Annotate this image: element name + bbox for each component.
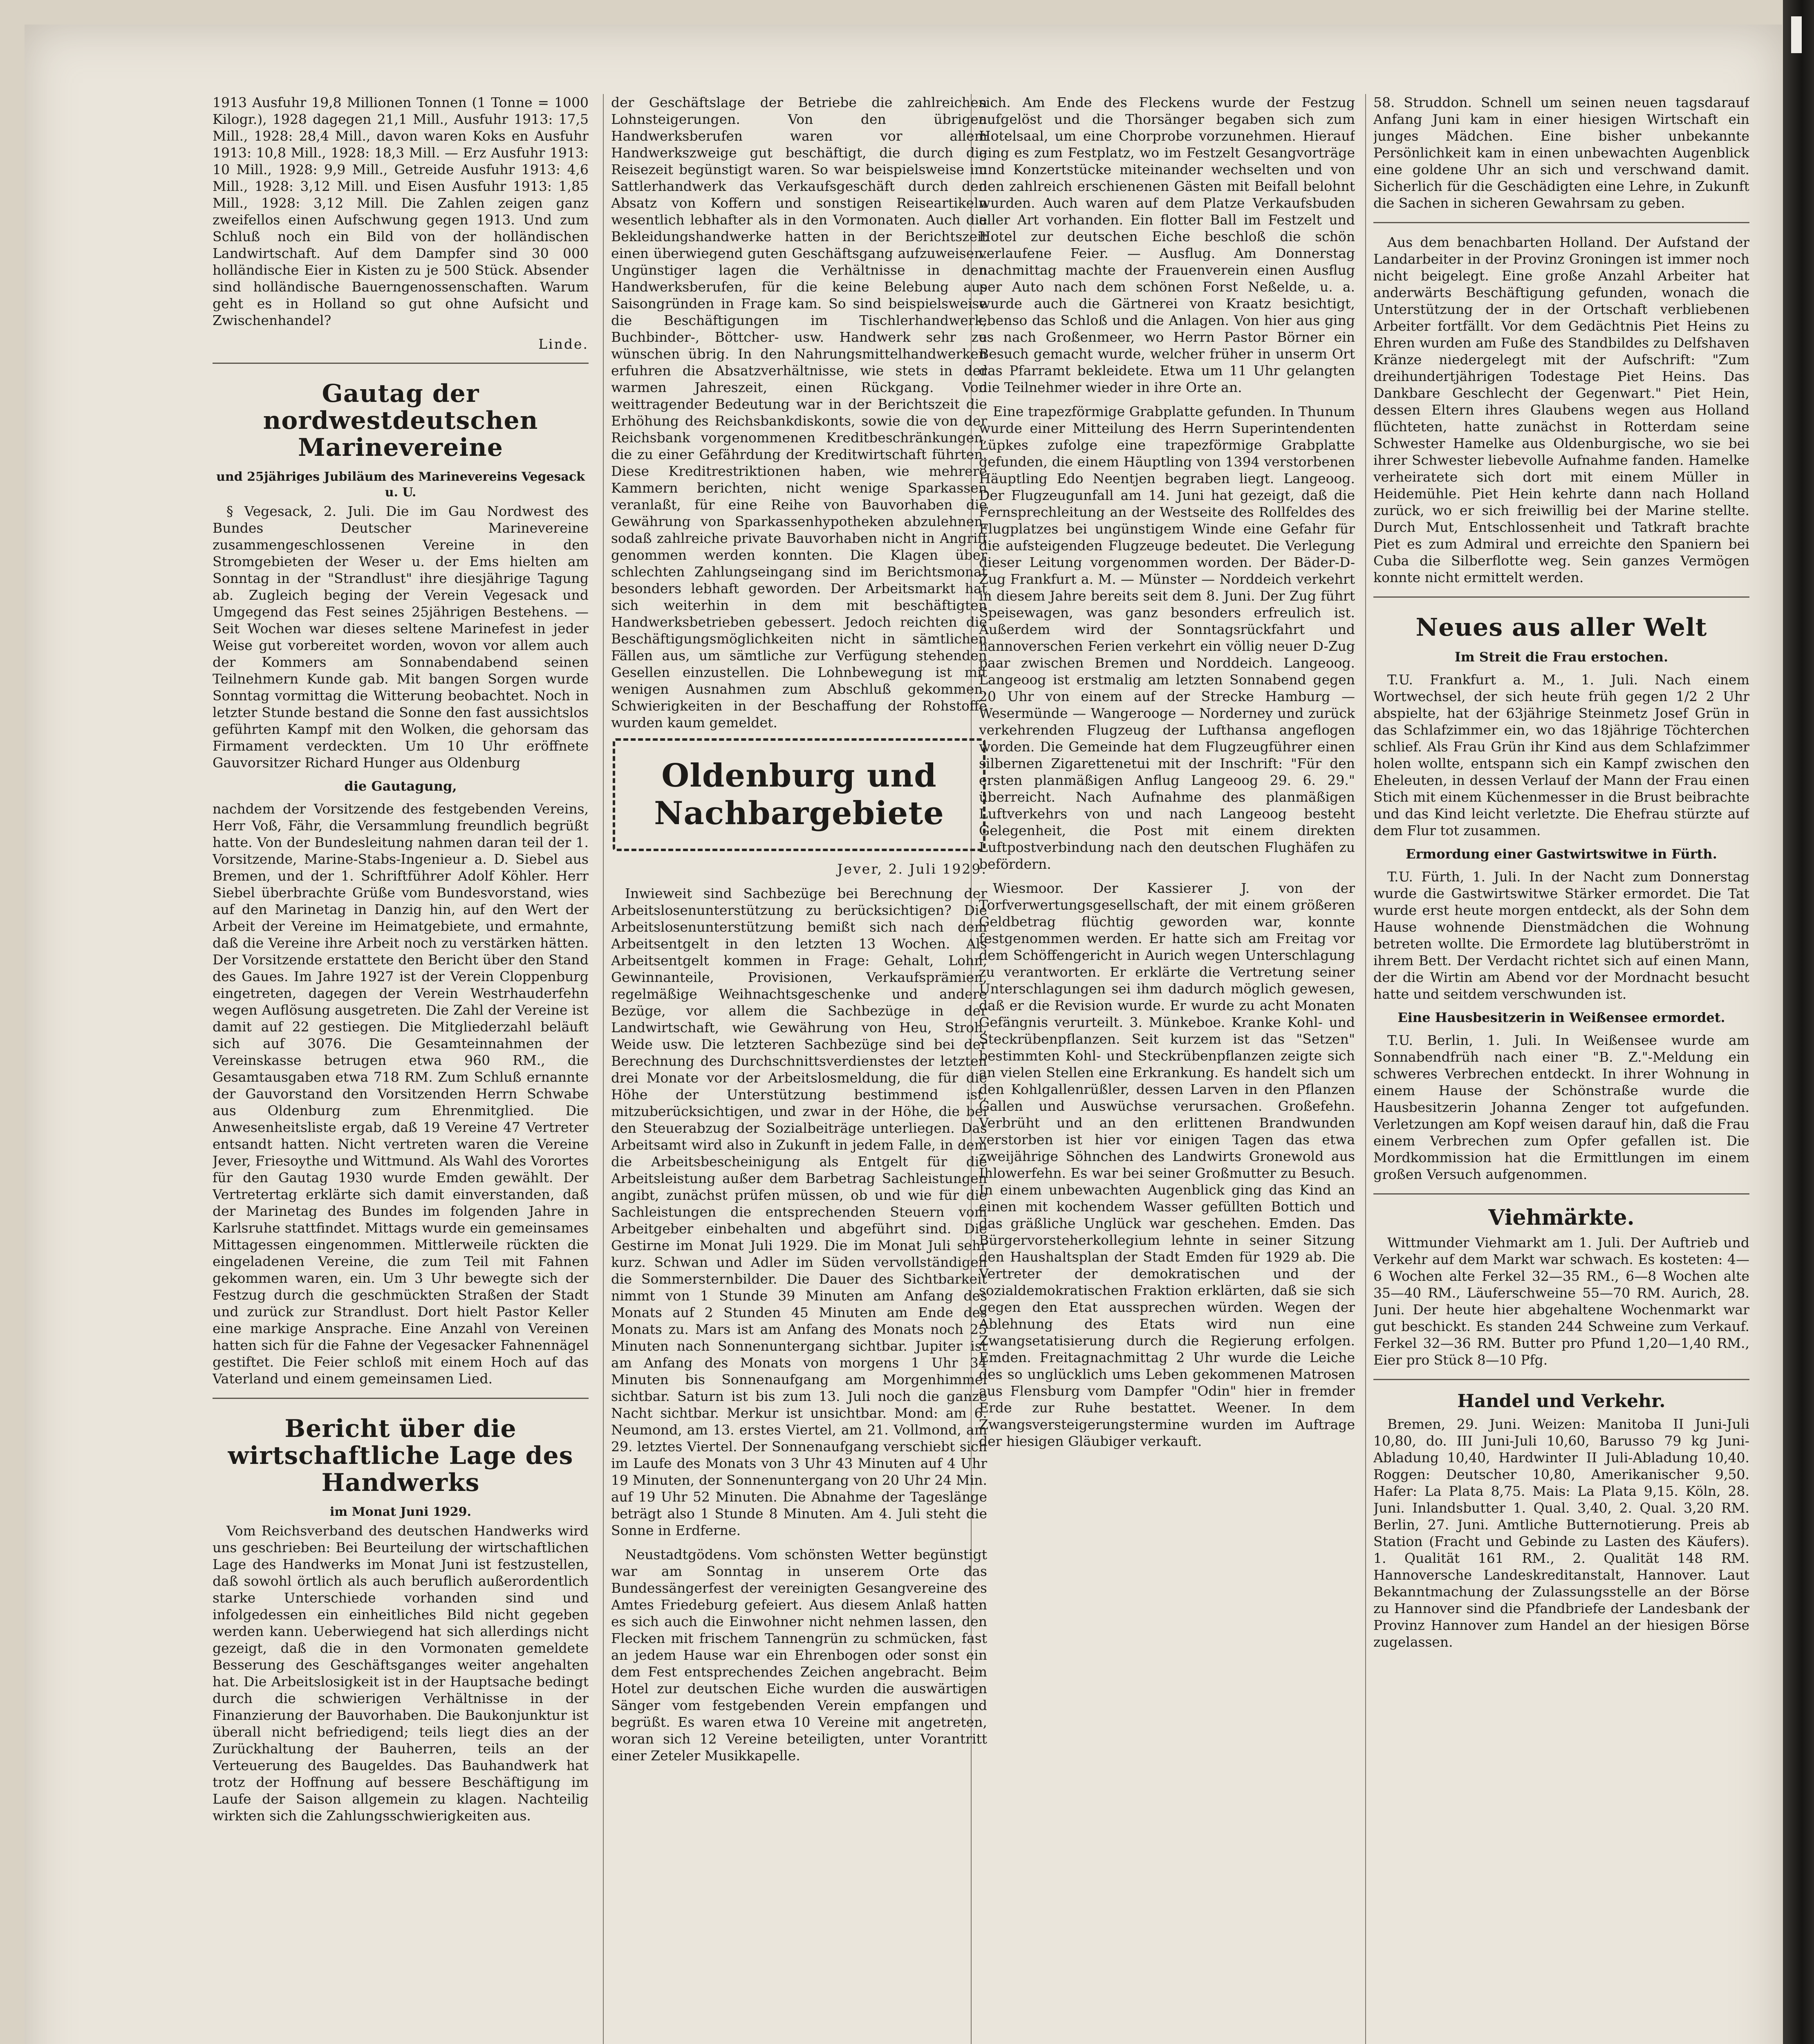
column-rule	[603, 94, 604, 2044]
article-text: Wittmunder Viehmarkt am 1. Juli. Der Auftrieb und Verkehr auf dem Markt war schwach. Es kosteten: 4—6 Wochen alte Ferkel 32—35 RM., 6—8 Wochen alte 35—40 RM., Läuferschweine 55—70 RM. Aurich, 28. Juni. Der heute hier abgehaltene Wochenmarkt war gut beschickt. Es standen 244 Schweine zum Verkauf. Ferkel 32—36 RM. Butter pro Pfund 1,20—1,40 RM., Eier pro Stück 8—10 Pfg.	[1373, 1235, 1749, 1368]
section-title: Handel und Verkehr.	[1457, 1391, 1666, 1412]
article-text: Vom Reichsverband des deutschen Handwerks wird uns geschrieben: Bei Beurteilung der wirtschaftlichen Lage des Handwerks im Monat Juni ist festzustellen, daß sowohl örtlich als auch beruflich außerordentlich starke Unterschiede vorhanden sind und infolgedessen ein einheitliches Bild nicht gegeben werden kann. Ueberwiegend hat sich allerdings nicht gezeigt, daß die in den Vormonaten gemeldete Besserung des Geschäftsganges weiter angehalten hat. Die Arbeitslosigkeit ist in der Hauptsache bedingt durch die schwierigen Verhältnisse in der Finanzierung der Bauvorhaben. Die Baukonjunktur ist überall nicht befriedigend; teils liegt dies an der Zurückhaltung der Bauherren, teils an der Verteuerung des Baugeldes. Das Bauhandwerk hat trotz der Hoffnung auf bessere Beschäftigung im Laufe der Saison allgemein zu klagen. Nachteilig wirkten sich die Zahlungsschwierigkeiten aus.	[213, 1523, 589, 1824]
divider	[1373, 1193, 1749, 1195]
binder-tag	[1791, 16, 1802, 53]
column-3	[979, 94, 1355, 2044]
column-1	[213, 94, 589, 2044]
article-subheadline: Eine Hausbesitzerin in Weißensee ermordet.	[1397, 1010, 1725, 1025]
section-title: Viehmärkte.	[1488, 1205, 1635, 1230]
divider	[1373, 1379, 1749, 1380]
article-text: Wiesmoor. Der Kassierer J. von der Torfverwertungsgesellschaft, der mit einem größeren Geldbetrag flüchtig geworden war, konnte festgenommen werden. Er hatte sich am Freitag vor dem Schöffengericht in Aurich wegen Unterschlagung zu verantworten. Er erklärte die Vertretung seiner Unterschlagungen sei ihm dadurch möglich gewesen, daß er die Revision wurde. Er wurde zu acht Monaten Gefängnis verurteilt. 3. Münkeboe. Kranke Kohl- und Steckrübenpflanzen. Seit kurzem ist das "Setzen" bestimmten Kohl- und Steckrübenpflanzen zeigte sich an vielen Stellen eine Erkrankung. Es handelt sich um den Kohlgallenrüßler, dessen Larven in den Pflanzen Gallen und Auswüchse verursachen. Großefehn. Verbrüht und an den erlittenen Brandwunden verstorben ist hier vor einigen Tagen das etwa zweijährige Söhnchen des Landwirts Gronewold aus Ihlowerfehn. Es war bei seiner Großmutter zu Besuch. In einem unbewachten Augenblick ging das Kind an einen mit kochendem Wasser gefüllten Bottich und das gräßliche Unglück war geschehen. Emden. Das Bürgervorsteherkollegium lehnte in seiner Sitzung den Haushaltsplan der Stadt Emden für 1929 ab. Die Vertreter der demokratischen und der sozialdemokratischen Fraktion erklärten, daß sie sich gegen den Etat aussprechen würden. Wegen der Ablehnung des Etats wird nun eine Zwangsetatisierung durch die Regierung erfolgen. Emden. Freitagnachmittag 2 Uhr wurde die Leiche des so unglücklich ums Leben gekommenen Matrosen aus Flensburg vom Dampfer "Odin" hier in fremder Erde zur Ruhe bestattet. Weener. In dem Zwangsversteigerungstermine wurden im Auftrage der hiesigen Gläubiger verkauft.	[979, 880, 1355, 1449]
article-text: sich. Am Ende des Fleckens wurde der Festzug aufgelöst und die Thorsänger begaben sich zum Hotelsaal, um eine Chorprobe vorzunehmen. Hierauf ging es zum Festplatz, wo im Festzelt Gesangvorträge und Konzertstücke miteinander wechselten und von den zahlreich erschienenen Gästen mit Beifall belohnt wurden. Auch waren auf dem Platze Verkaufsbuden aller Art vorhanden. Ein flotter Ball im Festzelt und Hotel zur deutschen Eiche beschloß die schön verlaufene Feier. — Ausflug. Am Donnerstag nachmittag machte der Frauenverein einen Ausflug per Auto nach dem schönen Forst Neßelde, u. a. wurde auch die Gärtnerei von Kraatz besichtigt, ebenso das Schloß und die Anlagen. Von hier aus ging es nach Großenmeer, wo Herrn Pastor Börner ein Besuch gemacht wurde, welcher früher in unserm Ort das Pfarramt bekleidete. Etwa um 11 Uhr gelangten die Teilnehmer wieder in ihre Orte an.	[979, 94, 1355, 395]
section-label: die Gautagung,	[344, 778, 457, 794]
article-text: T.U. Fürth, 1. Juli. In der Nacht zum Donnerstag wurde die Gastwirtswitwe Stärker ermordet. Die Tat wurde erst heute morgen entdeckt, als der Sohn dem Hause wohnende Dienstmädchen die Wohnung betreten wollte. Die Ermordete lag blutüberströmt in ihrem Bett. Der Verdacht richtet sich auf einen Mann, der die Wirtin am Abend vor der Mordnacht besucht hatte und seitdem verschwunden ist.	[1373, 869, 1749, 1002]
article-text: 58. Struddon. Schnell um seinen neuen tagsdarauf Anfang Juni kam in einer hiesigen Wirtschaft ein junges Mädchen. Eine bisher unbekannte Persönlichkeit kam in einen unbewachten Augenblick eine goldene Uhr an sich und verschwand damit. Sicherlich für die Geschädigten eine Lehre, in Zukunft die Sachen in sicheren Gewahrsam zu geben.	[1373, 94, 1749, 211]
divider	[1373, 222, 1749, 223]
article-subheadline: im Monat Juni 1929.	[330, 1505, 471, 1519]
scan-edge-strip	[1783, 0, 1814, 2044]
article-headline: Gautag der nordwestdeutschen Marinevereine	[263, 379, 538, 462]
article-subheadline: Im Streit die Frau erstochen.	[1454, 649, 1668, 665]
article-subheadline: und 25jähriges Jubiläum des Marinevereins Vegesack u. U.	[216, 470, 585, 500]
divider	[1373, 596, 1749, 598]
article-text: Neustadtgödens. Vom schönsten Wetter begünstigt war am Sonntag in unserem Orte das Bundessängerfest der vereinigten Gesangvereine des Amtes Friedeburg gefeiert. Aus diesem Anlaß hatten es sich auch die Einwohner nicht nehmen lassen, den Flecken mit frischem Tannengrün zu schmücken, fast an jedem Hause war ein Ehrenbogen oder sonst ein dem Fest entsprechendes Zeichen angebracht. Beim Hotel zur deutschen Eiche wurden die auswärtigen Sänger vom festgebenden Verein empfangen und begrüßt. Es waren etwa 10 Vereine mit angetreten, woran sich 12 Vereine beteiligten, unter Vorantritt einer Zeteler Musikkapelle.	[611, 1546, 987, 1764]
article-text: Inwieweit sind Sachbezüge bei Berechnung der Arbeitslosenunterstützung zu berücksichtigen? Die Arbeitslosenunterstützung bemißt sich nach dem Arbeitsentgelt in den letzten 13 Wochen. Als Arbeitsentgelt kommen in Frage: Gehalt, Lohn, Gewinnanteile, Provisionen, Verkaufsprämien, regelmäßige Weihnachtsgeschenke und andere Bezüge, vor allem die Sachbezüge in der Landwirtschaft, wie Gewährung von Heu, Stroh, Weide usw. Die letzteren Sachbezüge sind bei der Berechnung des Durchschnittsverdienstes der letzten drei Monate vor der Arbeitslosmeldung, die für die Höhe der Unterstützung bestimmend ist, mitzuberücksichtigen, und zwar in der Höhe, die bei den Steuerabzug der Sozialbeiträge unterliegen. Das Arbeitsamt wird also in Zukunft in jedem Falle, in dem die Arbeitsbescheinigung als Entgelt für die Arbeitsleistung außer dem Barbetrag Sachleistungen angibt, zunächst prüfen müssen, ob und wie für die Sachleistungen die entsprechenden Steuern vom Arbeitgeber einbehalten und abgeführt sind. Die Gestirne im Monat Juli 1929. Die im Monat Juli sehr kurz. Schwan und Adler im Süden vervollständigen die Sommersternbilder. Die Dauer des Sichtbarkeit nimmt von 1 Stunde 39 Minuten am Anfang des Monats auf 2 Stunden 45 Minuten am Ende des Monats zu. Mars ist am Anfang des Monats noch 25 Minuten nach Sonnenuntergang sichtbar. Jupiter ist am Anfang des Monats von morgens 1 Uhr 34 Minuten bis Sonnenaufgang am Morgenhimmel sichtbar. Saturn ist bis zum 13. Juli noch die ganze Nacht sichtbar. Merkur ist unsichtbar. Mond: am 6. Neumond, am 13. erstes Viertel, am 21. Vollmond, am 29. letztes Viertel. Der Sonnenaufgang verschiebt sich im Laufe des Monats von 3 Uhr 43 Minuten auf 4 Uhr 19 Minuten, der Sonnenuntergang von 20 Uhr 24 Min. auf 19 Uhr 52 Minuten. Die Abnahme der Tageslänge beträgt also 1 Stunde 8 Minuten. Am 4. Juli steht die Sonne in Erdferne.	[611, 885, 987, 1538]
author-signature: Linde.	[538, 336, 589, 352]
dateline: Jever, 2. Juli 1929.	[837, 861, 987, 877]
article-text: Bremen, 29. Juni. Weizen: Manitoba II Juni-Juli 10,80, do. III Juni-Juli 10,60, Barusso 79 kg Juni-Abladung 10,40, Hardwinter II Juli-Abladung 10,40. Roggen: Deutscher 10,80, Amerikanischer 9,50. Hafer: La Plata 8,75. Mais: La Plata 9,15. Köln, 28. Juni. Inlandsbutter 1. Qual. 3,40, 2. Qual. 3,20 RM. Berlin, 27. Juni. Amtliche Butternotierung. Preis ab Station (Fracht und Gebinde zu Lasten des Käufers). 1. Qualität 161 RM., 2. Qualität 148 RM. Hannoversche Landeskreditanstalt, Hannover. Laut Bekanntmachung der Zulassungsstelle an der Börse zu Hannover sind die Pfandbriefe der Landesbank der Provinz Hannover zum Handel an der hiesigen Börse zugelassen.	[1373, 1416, 1749, 1650]
article-subheadline: Ermordung einer Gastwirtswitwe in Fürth.	[1406, 846, 1717, 862]
article-text: der Geschäftslage der Betriebe die zahlreichen Lohnsteigerungen. Von den übrigen Handwerksberufen waren vor allem Handwerkszweige gut beschäftigt, die durch die Reisezeit begünstigt waren. So war beispielsweise im Sattlerhandwerk das Verkaufsgeschäft durch den Absatz von Koffern und sonstigen Reiseartikeln wesentlich lebhafter als in den Vormonaten. Auch die Bekleidungshandwerke hatten in der Berichtszeit einen überwiegend guten Geschäftsgang aufzuweisen. Ungünstiger lagen die Verhältnisse in den Handwerksberufen, für die keine Belebung aus Saisongründen in Frage kam. So sind beispielsweise die Beschäftigungen im Tischlerhandwerk, Buchbinder-, Böttcher- usw. Handwerk sehr zu wünschen übrig. In den Nahrungsmittelhandwerken erfuhren die Absatzverhältnisse, wie stets in der warmen Jahreszeit, einen Rückgang. Von weittragender Bedeutung war in der Berichtszeit die Erhöhung des Reichsbankdiskonts, sowie die von der Reichsbank vorgenommenen Kreditbeschränkungen, die zu einer Gefährdung der Kreditwirtschaft führten. Diese Kreditrestriktionen haben, wie mehrere Kammern berichten, nicht wenige Sparkassen veranlaßt, für eine Reihe von Bauvorhaben die Gewährung von Sparkassenhypotheken abzulehnen, sodaß zahlreiche private Bauvorhaben nicht in Angriff genommen werden konnten. Die Klagen über schlechten Zahlungseingang sind im Berichtsmonat besonders lebhaft geworden. Der Arbeitsmarkt hat sich weiterhin in dem mit beschäftigten Handwerksbetrieben gebessert. Jedoch reichten die Beschäftigungsmöglichkeiten nicht in sämtlichen Fällen aus, um sämtliche zur Verfügung stehenden Gesellen einzustellen. Die Lohnbewegung ist mit wenigen Ausnahmen zum Abschluß gekommen. Schwierigkeiten in der Beschaffung der Rohstoffe wurden kaum gemeldet.	[611, 94, 987, 731]
article-text: Eine trapezförmige Grabplatte gefunden. In Thunum wurde einer Mitteilung des Herrn Superintendenten Lüpkes zufolge eine trapezförmige Grabplatte gefunden, die einem Häuptling von 1394 verstorbenen Häuptling Edo Neentjen begraben liegt. Langeoog. Der Flugzeugunfall am 14. Juni hat gezeigt, daß die Fernsprechleitung an der Westseite des Rollfeldes des Flugplatzes bei ungünstigem Winde eine Gefahr für die aufsteigenden Flugzeuge bedeutet. Die Verlegung dieser Leitung vorgenommen worden. Der Bäder-D-Zug Frankfurt a. M. — Münster — Norddeich verkehrt in diesem Jahre bereits seit dem 8. Juni. Der Zug führt Speisewagen, was ganz besonders erfreulich ist. Außerdem wird der Sonntagsrückfahrt und hannoverschen Ferien verkehrt ein völlig neuer D-Zug paar zwischen Bremen und Norddeich. Langeoog. Langeoog ist erstmalig am letzten Sonnabend gegen 20 Uhr von einem auf der Strecke Hamburg — Wesermünde — Wangerooge — Norderney und zurück verkehrenden Flugzeug der Lufthansa angeflogen worden. Die Gemeinde hat dem Flugzeugführer einen silbernen Zigarettenetui mit der Inschrift: "Für den ersten planmäßigen Anflug Langeoog 29. 6. 29." überreicht. Nach Aufnahme des planmäßigen Luftverkehrs von und nach Langeoog besteht Gelegenheit, die Post mit einem direkten Luftpostverbindung nach den deutschen Flughäfen zu befördern.	[979, 403, 1355, 872]
column-4	[1373, 94, 1749, 2044]
article-text: nachdem der Vorsitzende des festgebenden Vereins, Herr Voß, Fähr, die Versammlung freundlich begrüßt hatte. Von der Bundesleitung nahmen daran teil der 1. Vorsitzende, Marine-Stabs-Ingenieur a. D. Siebel aus Bremen, und der 1. Schriftführer Adolf Köhler. Herr Siebel überbrachte Grüße vom Bundesvorstand, wies auf den Marinetag in Danzig hin, auf den Wert der Arbeit der Vereine im Heimatgebiete, und ermahnte, daß die Vereine ihre Arbeit noch zu verstärken hätten. Der Vorsitzende erstattete den Bericht über den Stand des Gaues. Im Jahre 1927 ist der Verein Cloppenburg eingetreten, dagegen der Verein Westrhauderfehn wegen Auflösung ausgetreten. Die Zahl der Vereine ist damit auf 22 gestiegen. Die Mitgliederzahl beläuft sich auf 3076. Die Gesamteinnahmen der Vereinskasse betrugen etwa 960 RM., die Gesamtausgaben etwa 718 RM. Zum Schluß ernannte der Gauvorstand den Vorsitzenden Herrn Schwabe aus Oldenburg zum Ehrenmitglied. Die Anwesenheitsliste ergab, daß 19 Vereine 47 Vertreter entsandt hatten. Nicht vertreten waren die Vereine Jever, Friesoythe und Wittmund. Als Wahl des Vorortes für den Gautag 1930 wurde Emden gewählt. Der Vertretertag erklärte sich damit einverstanden, daß der Marinetag des Bundes im folgenden Jahre in Karlsruhe stattfindet. Mittags wurde ein gemeinsames Mittagessen eingenommen. Mittlerweile rückten die eingeladenen Vereine, die zum Teil mit Fahnen gekommen waren, ein. Um 3 Uhr bewegte sich der Festzug durch die geschmückten Straßen der Stadt und zurück zur Strandlust. Dort hielt Pastor Keller eine markige Ansprache. Eine Anzahl von Vereinen hatten sich für die Fahne der Vegesacker Fahnennägel gestiftet. Die Feier schloß mit einem Hoch auf das Vaterland und einem gemeinsamen Lied.	[213, 801, 589, 1387]
divider	[213, 363, 589, 364]
article-headline: Bericht über die wirtschaftliche Lage des Handwerks	[228, 1414, 573, 1497]
article-text: T.U. Frankfurt a. M., 1. Juli. Nach einem Wortwechsel, der sich heute früh gegen 1/2 2 Uhr abspielte, hat der 63jährige Steinmetz Josef Grün in das Schlafzimmer ein, wo das 18jährige Töchterchen schlief. Als Frau Grün ihr Kind aus dem Schlafzimmer holen wollte, entspann sich ein Kampf zwischen den Eheleuten, in dessen Verlauf der Mann der Frau einen Stich mit einem Küchenmesser in die Brust beibrachte und das Kind leicht verletzte. Die Ehefrau stürzte auf dem Flur tot zusammen.	[1373, 672, 1749, 838]
article-text: 1913 Ausfuhr 19,8 Millionen Tonnen (1 Tonne = 1000 Kilogr.), 1928 dagegen 21,1 Mill., Ausfuhr 1913: 17,5 Mill., 1928: 28,4 Mill., davon waren Koks en Ausfuhr 1913: 10,8 Mill., 1928: 18,3 Mill. — Erz Ausfuhr 1913: 10 Mill., 1928: 9,9 Mill., Getreide Ausfuhr 1913: 4,6 Mill., 1928: 3,12 Mill. und Eisen Ausfuhr 1913: 1,85 Mill., 1928: 3,12 Mill. Die Zahlen zeigen ganz zweifellos einen Aufschwung gegen 1913. Und zum Schluß noch ein Bild von der holländischen Landwirtschaft. Auf dem Dampfer sind 30 000 holländische Eier in Kisten zu je 500 Stück. Absender sind holländische Bauerngenossenschaften. Warum geht es in Holland so gut ohne Aufsicht und Zwischenhandel?	[213, 94, 589, 328]
section-banner	[613, 738, 985, 851]
section-title: Neues aus aller Welt	[1415, 613, 1707, 642]
column-rule	[1365, 94, 1366, 2044]
section-title: Oldenburg und Nachbargebiete	[654, 757, 944, 832]
divider	[213, 1398, 589, 1399]
article-text: Aus dem benachbarten Holland. Der Aufstand der Landarbeiter in der Provinz Groningen ist immer noch nicht beigelegt. Eine große Anzahl Arbeiter hat anderwärts Beschäftigung gefunden, wonach die Unterstützung der in der Ortschaft verbliebenen Arbeiter fortfällt. Vor dem Gedächtnis Piet Heins zu Ehren wurden am Fuße des Standbildes zu Delfshaven Kränze niedergelegt mit der Aufschrift: "Zum dreihundertjährigen Todestage Piet Heins. Das Dankbare Geschlecht der Gegenwart." Piet Hein, dessen Eltern ihres Glaubens wegen aus Holland flüchteten, hatte zunächst in Rotterdam seine Schwester Hamelke aus Oldenburgische, wo sie bei ihrer Schwester liebevolle Aufnahme fanden. Hamelke verheiratete sich dort mit einem Müller in Heidemühle. Piet Hein kehrte dann nach Holland zurück, wo er sich freiwillig bei der Marine stellte. Durch Mut, Entschlossenheit und Tatkraft brachte Piet es zum Admiral und erreichte den Spaniern bei Cuba die Silberflotte weg. Sein ganzes Vermögen konnte nicht ermittelt werden.	[1373, 234, 1749, 585]
column-2	[611, 94, 987, 2044]
article-text: T.U. Berlin, 1. Juli. In Weißensee wurde am Sonnabendfrüh nach einer "B. Z."-Meldung ein schweres Verbrechen entdeckt. In ihrer Wohnung in einem Hause der Schönstraße wurde die Hausbesitzerin Johanna Zenger tot aufgefunden. Verletzungen am Kopf weisen darauf hin, daß die Frau einem Verbrechen zum Opfer gefallen ist. Die Mordkommission hat die Ermittlungen im einem großen Versuch aufgenommen.	[1373, 1032, 1749, 1182]
article-text: § Vegesack, 2. Juli. Die im Gau Nordwest des Bundes Deutscher Marinevereine zusammengeschlossenen Vereine in den Stromgebieten der Weser u. der Ems hielten am Sonntag in der "Strandlust" ihre diesjährige Tagung ab. Zugleich beging der Verein Vegesack und Umgegend das Fest seines 25jährigen Bestehens. — Seit Wochen war dieses seltene Marinefest in jeder Weise gut vorbereitet worden, wovon vor allem auch der Kommers am Sonnabendabend seinen Teilnehmern Kunde gab. Mit bangen Sorgen wurde Sonntag vormittag die Witterung beobachtet. Noch in letzter Stunde bestand die Sonne den fast aussichtslos geführten Kampf mit den Wolken, die gehorsam das Firmament verdeckten. Um 10 Uhr eröffnete Gauvorsitzer Richard Hunger aus Oldenburg	[213, 503, 589, 771]
